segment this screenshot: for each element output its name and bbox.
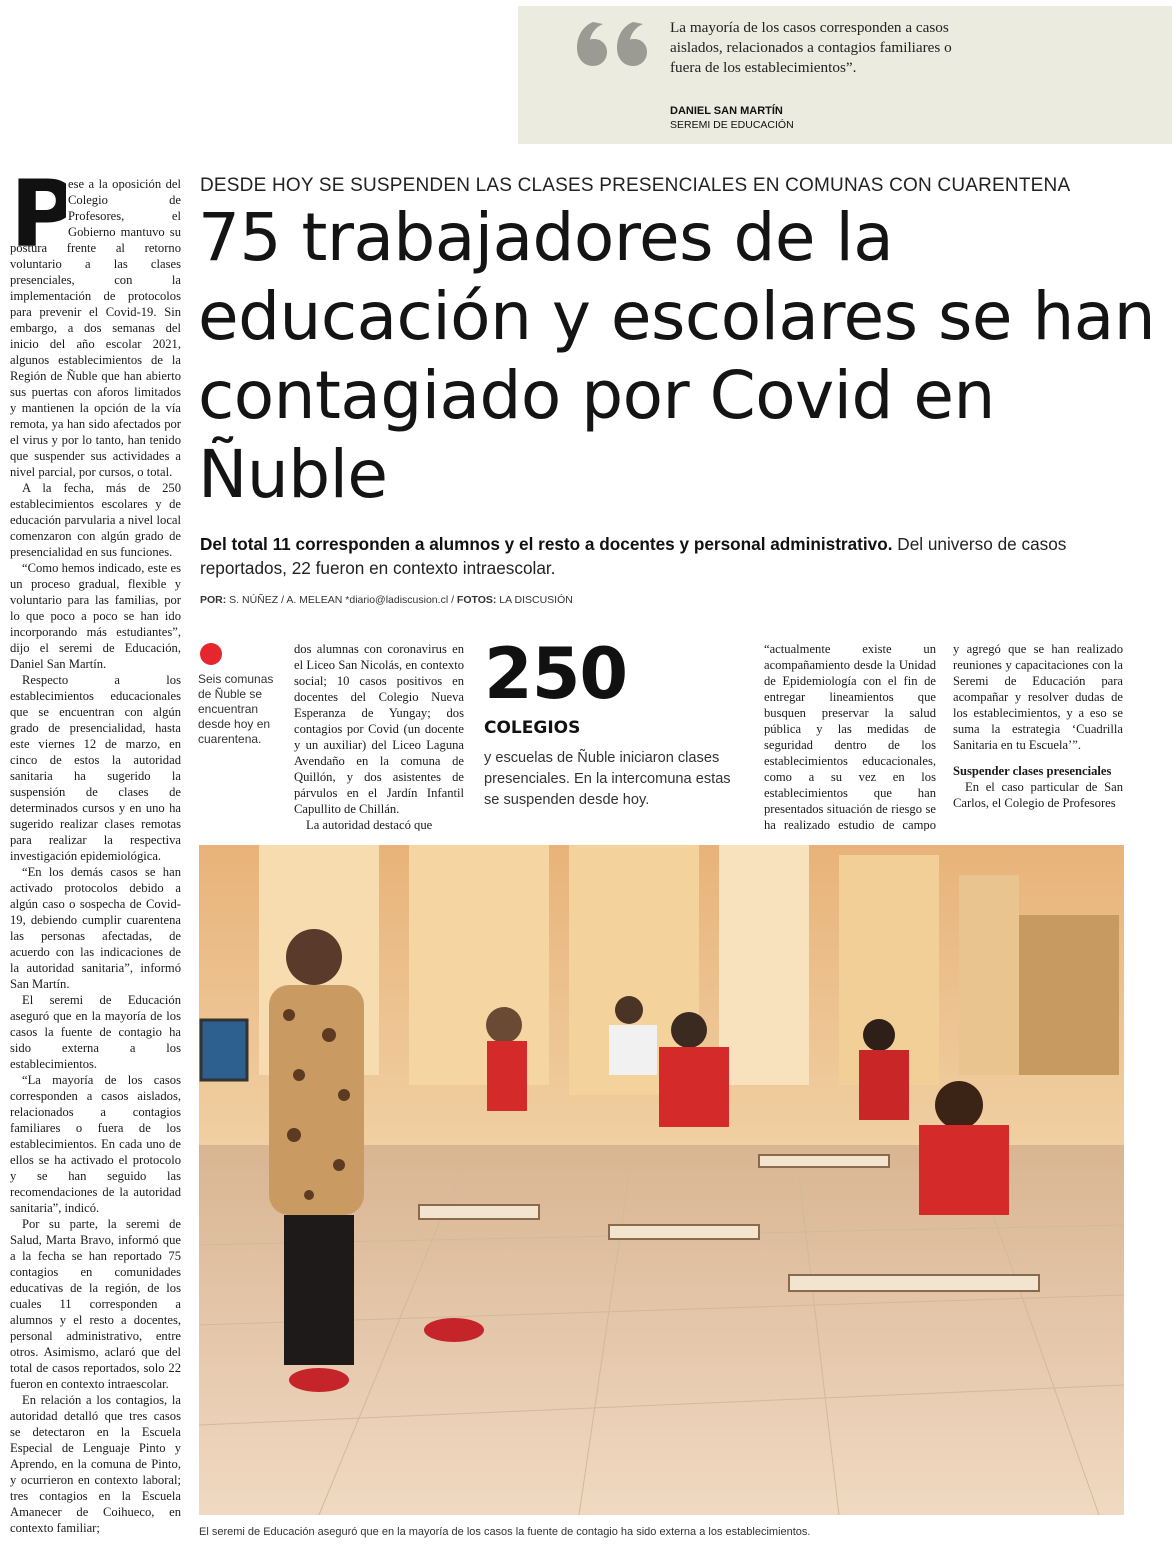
byline-label: POR:: [200, 594, 227, 606]
paragraph: A la fecha, más de 250 establecimientos escolares y de educación parvularia a nivel local comenzaron con algún grado de presencialidad en sus funciones.: [10, 481, 181, 559]
headline: 75 trabajadores de la educación y escolares se han contagiado por Covid en Ñuble: [198, 199, 1156, 513]
paragraph: Respecto a los establecimientos educacionales que se encuentran con algún grado de presencialidad, hasta este viernes 12 de marzo, en cinco de estos la autoridad sanitaria ha sugerido la suspensión de clases de determinados cursos y en uno ha sugerido realizar clases remotas para realizar la respectiva investigación epidemiológica.: [10, 673, 181, 863]
body-column-left: [10, 176, 181, 1556]
red-dot-icon: [200, 643, 222, 665]
paragraph: ese a la oposición del Colegio de Profesores, el Gobierno mantuvo su postura frente al retorno voluntario a las clases presenciales, con la implementación de protocolos para prevenir el Covid-19. Sin embargo, a dos semanas del inicio del año escolar 2021, algunos establecimientos de la Región de Ñuble que han abierto sus puertas con aforos limitados y mantienen la opción de la vía remota, ya han sido afectados por el virus y por lo tanto, han tenido que suspender sus actividades a nivel parcial, por cursos, o total.: [10, 177, 181, 479]
paragraph: Por su parte, la seremi de Salud, Marta Bravo, informó que a la fecha se han reportado 75 contagios en comunidades educativas de la región, de los cuales 11 corresponden a alumnos y el resto a docentes, personal administrativo, entre otros. Asimismo, aclaró que del total de casos reportados, solo 22 fueron en contexto intraescolar.: [10, 1217, 181, 1391]
stat-number: 250: [484, 633, 628, 715]
body-column-5: [953, 641, 1123, 831]
paragraph: “actualmente existe un acompañamiento desde la Unidad de Epidemiología con el fin de entregar lineamientos que busquen preservar la salud pública y las medidas de seguridad dentro de los establecimientos educacionales, como a su vez en los establecimientos que han presentados situación de riesgo se ha realizado estudio de campo: [764, 642, 936, 831]
paragraph: y agregó que se han realizado reuniones y capacitaciones con la Seremi de Educación para acompañar y resolver dudas de los establecimientos, y a eso se suma la estrategia ‘Cuadrilla Sanitaria en tu Escuela’”.: [953, 642, 1123, 752]
stat-description: y escuelas de Ñuble iniciaron clases presenciales. En la intercomuna estas se suspenden desde hoy.: [484, 750, 731, 808]
pull-quote-role: SEREMI DE EDUCACIÓN: [670, 119, 794, 131]
sub-heading: Suspender clases presenciales: [953, 764, 1112, 778]
body-column-4: [764, 641, 936, 831]
byline: [200, 594, 573, 606]
paragraph: En relación a los contagios, la autoridad detalló que tres casos se detectaron en la Escuela Especial de Lenguaje Pinto y Aprendo, en la comuna de Pinto, y ocurrieron en contexto laboral; tres contagios en la Escuela Amanecer de Coihueco, en contexto familiar;: [10, 1393, 181, 1535]
side-note: Seis comunas de Ñuble se encuentran desde hoy en cuarentena.: [198, 672, 274, 746]
quote-mark-icon: [575, 16, 655, 68]
kicker: DESDE HOY SE SUSPENDEN LAS CLASES PRESENCIALES EN COMUNAS CON CUARENTENA: [200, 175, 1071, 196]
deck: [200, 532, 1140, 580]
deck-rest: Del universo de casos reportados, 22 fueron en contexto intraescolar.: [200, 534, 1067, 578]
paragraph: La autoridad destacó que: [306, 818, 433, 831]
paragraph: “La mayoría de los casos corresponden a casos aislados, relacionados a contagios familiares o fuera de los establecimientos. En cada uno de ellos se ha activado el protocolo y se han seguido las recomendaciones de la autoridad sanitaria”, indicó.: [10, 1073, 181, 1215]
paragraph: “Como hemos indicado, este es un proceso gradual, flexible y voluntario para las familias, por lo que poco a poco se han ido incorporando más estudiantes”, dijo el seremi de Educación, Daniel San Martín.: [10, 561, 181, 671]
pull-quote-text: La mayoría de los casos corresponden a casos aislados, relacionados a contagios familiares o fuera de los establecimientos”.: [670, 19, 952, 76]
stat-label: COLEGIOS: [484, 718, 581, 738]
paragraph: dos alumnas con coronavirus en el Liceo San Nicolás, en contexto social; 10 casos positivos en docentes del Colegio Nueva Esperanza de Yungay; dos contagios por Covid (un docente y un auxiliar) del Liceo Laguna Avendaño en la comuna de Quillón, y dos asistentes de párvulos en el Jardín Infantil Capullito de Chillán.: [294, 642, 464, 816]
photo-caption: El seremi de Educación aseguró que en la mayoría de los casos la fuente de contagio ha sido externa a los establecimientos.: [199, 1526, 811, 1538]
photo-credit: LA DISCUSIÓN: [496, 594, 573, 606]
paragraph: “En los demás casos se han activado protocolos debido a algún caso o sospecha de Covid-19, debiendo cumplir cuarentena las personas afectadas, de acuerdo con las indicaciones de la autoridad sanitaria”, informó San Martín.: [10, 865, 181, 991]
classroom-photo: [199, 845, 1124, 1515]
body-column-2: [294, 641, 464, 831]
deck-bold: Del total 11 corresponden a alumnos y el resto a docentes y personal administrativo.: [200, 534, 893, 554]
photo-credit-label: FOTOS:: [456, 594, 497, 606]
paragraph: En el caso particular de San Carlos, el Colegio de Profesores: [953, 780, 1123, 810]
drop-cap-letter: P: [10, 174, 66, 250]
byline-authors: S. NÚÑEZ / A. MELEAN *diario@ladiscusion.cl /: [226, 594, 457, 606]
paragraph: El seremi de Educación aseguró que en la mayoría de los casos la fuente de contagio ha sido externa a los establecimientos.: [10, 993, 181, 1071]
pull-quote-author: DANIEL SAN MARTÍN: [670, 105, 783, 117]
